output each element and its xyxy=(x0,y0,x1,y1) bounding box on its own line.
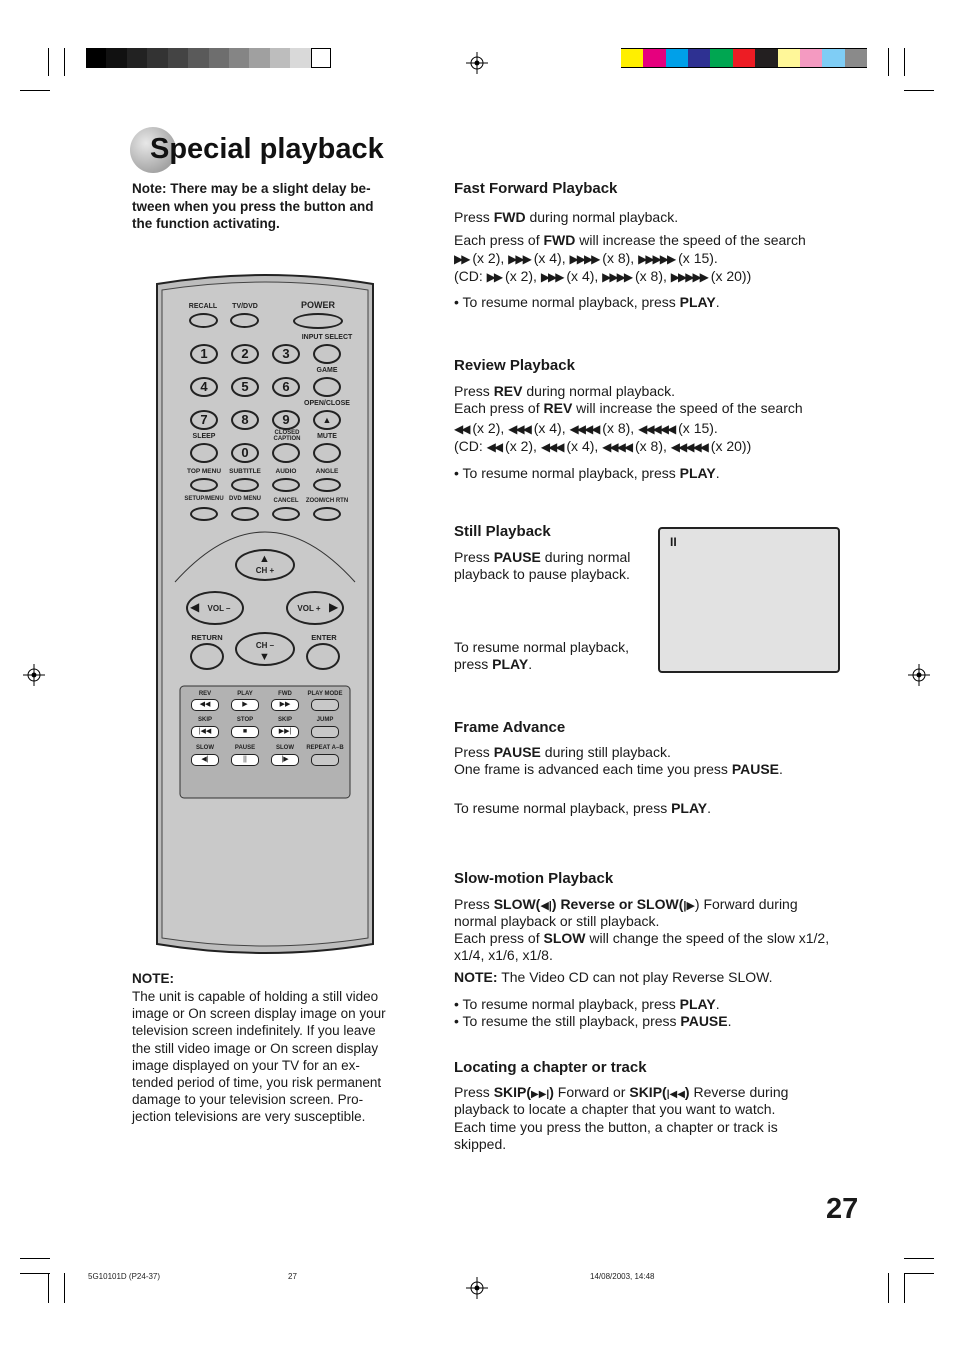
crop-mark xyxy=(64,48,65,76)
text: The Video CD can not play Reverse SLOW. xyxy=(497,969,773,985)
recall-button[interactable] xyxy=(189,313,218,328)
crop-mark xyxy=(888,1273,889,1303)
skip-forward-icon: ▶▶| xyxy=(278,728,292,735)
text: will increase the speed of the search xyxy=(575,232,806,248)
label-return: RETURN xyxy=(191,633,223,642)
play-button[interactable] xyxy=(231,699,259,711)
enter-button[interactable] xyxy=(306,643,340,670)
text: • To resume normal playback, press xyxy=(454,996,680,1012)
gray-swatch xyxy=(229,48,250,68)
text: FWD xyxy=(543,232,576,248)
crop-mark xyxy=(904,1273,934,1274)
text: Forward or xyxy=(553,1084,630,1100)
still-resume-2 xyxy=(454,656,532,673)
gray-swatch xyxy=(188,48,209,68)
label-slow-fwd: SLOW xyxy=(276,745,294,751)
label-enter: ENTER xyxy=(311,633,337,642)
return-button[interactable] xyxy=(190,643,224,670)
rev-2x-icon: ◀◀ xyxy=(486,440,502,454)
text: ) Reverse or xyxy=(551,896,637,912)
text: will increase the speed of the search xyxy=(572,400,803,416)
review-speeds: ◀◀ (x 2), ◀◀◀ (x 4), ◀◀◀◀ (x 8), ◀◀◀◀◀ (x 15). xyxy=(454,420,718,436)
note-bottom-heading: NOTE: xyxy=(132,971,174,986)
play-mode-button[interactable] xyxy=(311,699,339,711)
skip-back-icon: |◀◀ xyxy=(198,728,212,735)
color-swatch xyxy=(755,48,778,68)
text: Press xyxy=(454,896,494,912)
mute-button[interactable] xyxy=(313,443,341,463)
page-title: Special playback xyxy=(150,133,384,165)
registration-mark-icon xyxy=(908,664,930,686)
fwd-20x-icon: ▶▶▶▶▶ xyxy=(670,270,707,284)
tvdvd-button[interactable] xyxy=(230,313,259,328)
repeat-ab-button[interactable] xyxy=(311,754,339,766)
arrow-down-icon: ▼ xyxy=(259,651,270,663)
fwd-8x-icon: ▶▶▶▶ xyxy=(569,252,599,266)
color-swatch xyxy=(688,48,711,68)
slow-bullet-2 xyxy=(454,1013,732,1030)
frame-resume xyxy=(454,800,711,817)
gray-swatch xyxy=(249,48,270,68)
color-swatch xyxy=(800,48,823,68)
digit-1-button[interactable]: 1 xyxy=(190,344,218,364)
color-swatch xyxy=(845,48,868,68)
digit-6-button[interactable]: 6 xyxy=(272,377,300,397)
crop-mark xyxy=(904,1258,934,1259)
gray-swatch xyxy=(311,48,332,68)
skip-forward-icon: ▶▶| xyxy=(531,1089,550,1100)
registration-mark-icon xyxy=(466,52,488,74)
text: during normal xyxy=(540,549,631,565)
fwd-4x-icon: ▶▶▶ xyxy=(508,252,530,266)
color-swatch xyxy=(666,48,689,68)
crop-mark xyxy=(904,90,934,91)
slow-bullet-1 xyxy=(454,996,720,1013)
review-line-2 xyxy=(454,400,803,417)
text: during still playback. xyxy=(540,744,671,760)
gray-swatch xyxy=(86,48,107,68)
arrow-left-icon: ◀ xyxy=(190,600,200,614)
rev-button[interactable] xyxy=(191,699,219,711)
frame-line-2 xyxy=(454,761,783,778)
crop-mark xyxy=(20,90,50,91)
label-recall: RECALL xyxy=(188,303,218,310)
fast-forward-cd-speeds: (CD: ▶▶ (x 2), ▶▶▶ (x 4), ▶▶▶▶ (x 8), ▶▶▶▶▶ (x 20)) xyxy=(454,268,752,284)
rev-4x-icon: ◀◀◀ xyxy=(508,422,530,436)
slow-line-2: normal playback or still playback. xyxy=(454,913,660,929)
label-skip-fwd: SKIP xyxy=(277,717,293,723)
digit-4-button[interactable]: 4 xyxy=(190,377,218,397)
gray-swatch xyxy=(290,48,311,68)
eject-icon: ▲ xyxy=(322,415,332,425)
rev-2x-icon: ◀◀ xyxy=(454,422,469,436)
label-top-menu: TOP MENU xyxy=(186,468,222,475)
label-closed: CLOSED xyxy=(274,430,300,436)
label-play: PLAY xyxy=(237,691,253,697)
text: REV xyxy=(493,383,523,399)
label-stop: STOP xyxy=(236,717,254,723)
crop-mark xyxy=(64,1273,65,1303)
fast-forward-resume xyxy=(454,294,720,311)
note-line: image displayed on your TV for an ex- xyxy=(132,1057,360,1073)
closed-caption-button[interactable] xyxy=(272,443,300,463)
digit-2-button[interactable]: 2 xyxy=(231,344,259,364)
note-line: The unit is capable of holding a still video xyxy=(132,989,379,1004)
locating-heading: Locating a chapter or track xyxy=(454,1059,647,1076)
rev-15x-icon: ◀◀◀◀◀ xyxy=(638,422,675,436)
label-ch-plus: CH + xyxy=(255,566,275,575)
label-play-mode: PLAY MODE xyxy=(307,691,343,697)
stop-button[interactable] xyxy=(231,726,259,738)
text: One frame is advanced each time you press xyxy=(454,761,732,777)
locate-line-4: skipped. xyxy=(454,1136,507,1152)
text: during normal playback. xyxy=(525,209,679,225)
digit-0-button[interactable]: 0 xyxy=(231,443,259,463)
slow-reverse-icon: ◀| xyxy=(540,900,552,912)
label-rev: REV xyxy=(198,691,212,697)
text: . xyxy=(707,800,712,816)
label-fwd: FWD xyxy=(278,691,292,697)
still-resume-1: To resume normal playback, xyxy=(454,639,630,655)
text: Press xyxy=(454,209,494,225)
pause-button[interactable] xyxy=(231,754,259,766)
text: To resume normal playback, press xyxy=(454,800,672,816)
subtitle-button[interactable] xyxy=(231,478,259,492)
text: PLAY xyxy=(492,656,529,672)
gray-swatch xyxy=(127,48,148,68)
pause-symbol-icon: II xyxy=(670,535,677,549)
fwd-button[interactable] xyxy=(271,699,299,711)
text: SLOW( xyxy=(636,896,684,912)
locate-line-2: playback to locate a chapter that you want to watch. xyxy=(454,1101,776,1117)
frame-advance-heading: Frame Advance xyxy=(454,719,566,736)
footer-page: 27 xyxy=(288,1272,297,1281)
note-line: the still video image or On screen display xyxy=(132,1040,379,1056)
text: SKIP( xyxy=(629,1084,667,1100)
text: • To resume normal playback, press xyxy=(454,294,680,310)
pause-icon: || xyxy=(243,756,247,763)
setup-menu-button[interactable] xyxy=(190,507,218,521)
text: SLOW xyxy=(543,930,586,946)
still-line-1 xyxy=(454,549,630,566)
review-heading: Review Playback xyxy=(454,357,575,374)
note-bottom-body xyxy=(132,988,394,1126)
fast-forward-speeds: ▶▶ (x 2), ▶▶▶ (x 4), ▶▶▶▶ (x 8), ▶▶▶▶▶ (x 15). xyxy=(454,250,718,266)
text: PAUSE xyxy=(731,761,780,777)
text: • To resume the still playback, press xyxy=(454,1013,681,1029)
skip-forward-button[interactable] xyxy=(271,726,299,738)
color-swatch xyxy=(710,48,733,68)
note-line: image or On screen display image on your xyxy=(132,1006,386,1022)
text: PAUSE xyxy=(493,549,541,565)
gray-swatch xyxy=(270,48,291,68)
gray-swatch xyxy=(106,48,127,68)
text: . xyxy=(528,656,533,672)
slow-reverse-icon: ◀| xyxy=(201,756,209,763)
text: will change the speed of the slow x1/2, xyxy=(585,930,830,946)
fwd-15x-icon: ▶▶▶▶▶ xyxy=(638,252,675,266)
fast-forward-icon: ▶▶ xyxy=(279,701,291,708)
fast-forward-line-2 xyxy=(454,232,806,249)
crop-mark xyxy=(20,1273,50,1274)
still-heading: Still Playback xyxy=(454,523,551,540)
digit-5-button[interactable]: 5 xyxy=(231,377,259,397)
slow-note xyxy=(454,969,773,986)
note-line: tended period of time, you risk permanent xyxy=(132,1075,382,1091)
crop-mark xyxy=(888,48,889,76)
open-close-button[interactable] xyxy=(313,410,341,430)
label-game: GAME xyxy=(316,367,338,374)
text: . xyxy=(727,1013,732,1029)
text: Press xyxy=(454,744,494,760)
label-skip-back: SKIP xyxy=(197,717,213,723)
label-power: POWER xyxy=(300,300,336,310)
sleep-button[interactable] xyxy=(190,443,218,463)
label-subtitle: SUBTITLE xyxy=(229,468,261,475)
text: SLOW( xyxy=(493,896,541,912)
text: • To resume normal playback, press xyxy=(454,465,680,481)
rewind-icon: ◀◀ xyxy=(199,701,211,708)
label-vol-minus: VOL – xyxy=(207,604,231,613)
text: . xyxy=(779,761,783,777)
label-tvdvd: TV/DVD xyxy=(232,303,258,310)
digit-7-button[interactable]: 7 xyxy=(190,410,218,430)
color-swatch xyxy=(778,48,801,68)
color-swatch xyxy=(733,48,756,68)
top-menu-button[interactable] xyxy=(190,478,218,492)
text: FWD xyxy=(493,209,526,225)
label-jump: JUMP xyxy=(316,717,334,723)
arrow-up-icon: ▲ xyxy=(259,553,270,565)
slow-forward-button[interactable] xyxy=(271,754,299,766)
text: ) xyxy=(684,1084,690,1100)
text: Press xyxy=(454,549,494,565)
color-swatch xyxy=(621,48,644,68)
label-angle: ANGLE xyxy=(315,468,339,475)
cancel-button[interactable] xyxy=(272,507,300,521)
label-setup-menu: SETUP/MENU xyxy=(184,496,224,502)
text: ) xyxy=(549,1084,554,1100)
fwd-8x-icon: ▶▶▶▶ xyxy=(602,270,632,284)
dvd-menu-button[interactable] xyxy=(231,507,259,521)
crop-mark xyxy=(904,48,905,76)
text: SKIP( xyxy=(493,1084,532,1100)
footer-doc-code: 5G10101D (P24-37) xyxy=(88,1272,161,1281)
fast-forward-line-1 xyxy=(454,209,678,226)
slow-forward-icon: |▶ xyxy=(281,756,289,763)
gray-swatch xyxy=(147,48,168,68)
fwd-4x-icon: ▶▶▶ xyxy=(540,270,563,284)
label-open-close: OPEN/CLOSE xyxy=(304,400,350,407)
tv-screen-still xyxy=(658,527,840,673)
label-mute: MUTE xyxy=(317,433,337,440)
digit-8-button[interactable]: 8 xyxy=(231,410,259,430)
text: . xyxy=(715,294,720,310)
gray-swatch xyxy=(209,48,230,68)
color-swatch xyxy=(822,48,845,68)
input-select-button[interactable] xyxy=(313,344,341,364)
text: PAUSE xyxy=(680,1013,728,1029)
label-vol-plus: VOL + xyxy=(297,604,321,613)
note-line: damage to your television screen. Pro- xyxy=(132,1092,364,1108)
still-line-2: playback to pause playback. xyxy=(454,566,630,582)
skip-back-icon: |◀◀ xyxy=(666,1089,685,1100)
label-zoom: ZOOM/CH RTN xyxy=(305,498,349,504)
label-slow-rev: SLOW xyxy=(196,745,214,751)
label-ch-minus: CH – xyxy=(255,641,275,650)
fast-forward-heading: Fast Forward Playback xyxy=(454,180,618,197)
label-input-select: INPUT SELECT xyxy=(301,334,353,341)
text: PLAY xyxy=(679,294,716,310)
slow-motion-heading: Slow-motion Playback xyxy=(454,870,614,887)
label-repeat: REPEAT A–B xyxy=(306,745,344,751)
text: PLAY xyxy=(679,465,716,481)
review-cd-speeds: (CD: ◀◀ (x 2), ◀◀◀ (x 4), ◀◀◀◀ (x 8), ◀◀◀◀◀ (x 20)) xyxy=(454,438,752,454)
top-note: Note: There may be a slight delay be-tween when you press the button and the function activating. xyxy=(132,181,374,231)
text: Reverse during xyxy=(689,1084,789,1100)
review-resume xyxy=(454,465,720,482)
text: PLAY xyxy=(679,996,716,1012)
gray-swatch xyxy=(168,48,189,68)
slow-line-4: x1/4, x1/6, x1/8. xyxy=(454,947,553,963)
note-line: television screen indefinitely. If you leave xyxy=(132,1023,376,1039)
text: PAUSE xyxy=(493,744,541,760)
label-dvd-menu: DVD MENU xyxy=(228,496,262,502)
text: during normal playback. xyxy=(522,383,676,399)
digit-3-button[interactable]: 3 xyxy=(272,344,300,364)
text: Press xyxy=(454,1084,494,1100)
fwd-2x-icon: ▶▶ xyxy=(454,252,469,266)
arrow-right-icon: ▶ xyxy=(329,600,339,614)
play-icon: ▶ xyxy=(242,701,248,708)
digit-9-button[interactable]: 9 xyxy=(272,410,300,430)
registration-mark-icon xyxy=(466,1277,488,1299)
label-audio: AUDIO xyxy=(275,468,297,475)
rev-20x-icon: ◀◀◀◀◀ xyxy=(670,440,707,454)
text: NOTE: xyxy=(454,969,498,985)
rev-4x-icon: ◀◀◀ xyxy=(540,440,563,454)
label-cancel: CANCEL xyxy=(273,498,299,504)
power-button[interactable] xyxy=(293,313,343,329)
slow-forward-icon: |▶ xyxy=(683,900,695,912)
zoom-button[interactable] xyxy=(313,507,341,521)
page-number: 27 xyxy=(826,1193,859,1225)
crop-mark xyxy=(48,1273,49,1303)
text: Each press of xyxy=(454,232,544,248)
label-caption: CAPTION xyxy=(273,436,301,442)
skip-back-button[interactable] xyxy=(191,726,219,738)
footer-timestamp: 14/08/2003, 14:48 xyxy=(590,1272,655,1281)
slow-line-3 xyxy=(454,930,829,947)
color-swatch xyxy=(643,48,666,68)
registration-mark-icon xyxy=(23,664,45,686)
review-line-1 xyxy=(454,383,675,400)
crop-mark xyxy=(20,1258,50,1259)
rev-8x-icon: ◀◀◀◀ xyxy=(602,440,632,454)
text: Press xyxy=(454,383,494,399)
label-pause: PAUSE xyxy=(234,745,256,751)
jump-button[interactable] xyxy=(311,726,339,738)
audio-button[interactable] xyxy=(272,478,300,492)
text: . xyxy=(715,996,720,1012)
text: ) Forward during xyxy=(694,896,798,912)
rev-8x-icon: ◀◀◀◀ xyxy=(569,422,599,436)
locate-line-3: Each time you press the button, a chapter or track is xyxy=(454,1119,778,1135)
text: . xyxy=(715,465,720,481)
note-line: jection televisions are very susceptible. xyxy=(132,1109,366,1125)
game-button[interactable] xyxy=(313,377,341,397)
angle-button[interactable] xyxy=(313,478,341,492)
text: Each press of xyxy=(454,930,544,946)
stop-icon: ■ xyxy=(242,728,248,735)
text: REV xyxy=(543,400,573,416)
text: PLAY xyxy=(671,800,708,816)
crop-mark xyxy=(48,48,49,76)
fwd-2x-icon: ▶▶ xyxy=(486,270,502,284)
slow-reverse-button[interactable] xyxy=(191,754,219,766)
label-sleep: SLEEP xyxy=(192,433,216,440)
text: Each press of xyxy=(454,400,544,416)
crop-mark xyxy=(904,1273,905,1303)
text: press xyxy=(454,656,493,672)
frame-line-1 xyxy=(454,744,671,761)
